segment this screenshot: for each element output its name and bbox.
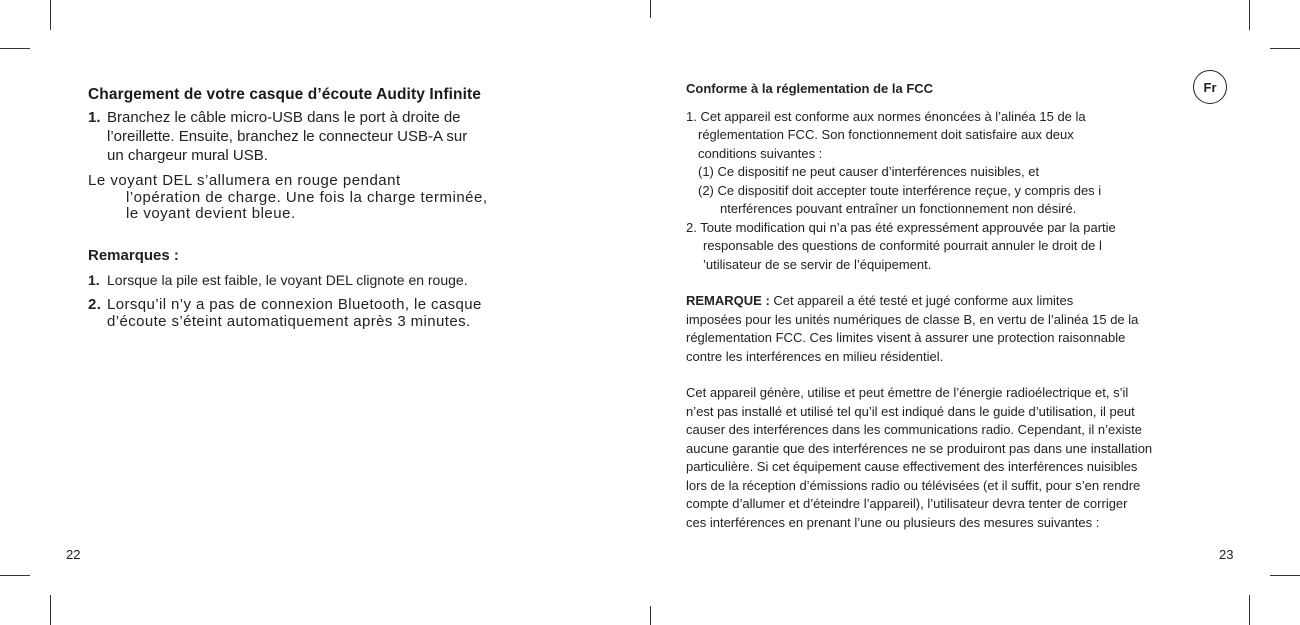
remark-line: Lorsqu’il n’y a pas de connexion Bluetooth, le casque: [107, 296, 482, 313]
led-line: Le voyant DEL s’allumera en rouge pendant: [88, 172, 401, 189]
fcc-line: conditions suivantes :: [698, 145, 823, 161]
fcc-line: 2. Toute modification qui n’a pas été expressément approuvée par la partie: [686, 219, 1116, 235]
step-line: un chargeur mural USB.: [107, 147, 268, 164]
led-paragraph: [88, 173, 538, 223]
remark-label: REMARQUE :: [686, 293, 770, 308]
remark-line: imposées pour les unités numériques de classe B, en vertu de l’alinéa 15 de la: [686, 311, 1139, 327]
para-line: ces interférences en prenant l’une ou plusieurs des mesures suivantes :: [686, 514, 1100, 530]
step-line: l’oreillette. Ensuite, branchez le connecteur USB-A sur: [107, 128, 468, 145]
led-line: l’opération de charge. Une fois la charge terminée,: [126, 188, 488, 206]
step-line: Branchez le câble micro-USB dans le port à droite de: [107, 109, 461, 126]
page-number-right: 23: [1219, 547, 1234, 562]
remarks-title: Remarques :: [88, 246, 179, 264]
remark-line: d’écoute s’éteint automatiquement après 3 minutes.: [107, 312, 471, 330]
fcc-line: nterférences pouvant entraîner un fonctionnement non désiré.: [720, 201, 1077, 216]
fcc-line: ’utilisateur de se servir de l’équipement.: [703, 256, 932, 272]
para-line: causer des interférences dans les communications radio. Cependant, il n’existe: [686, 422, 1142, 437]
remark-line: Lorsque la pile est faible, le voyant DEL clignote en rouge.: [107, 271, 468, 288]
interference-paragraph: [686, 384, 1221, 532]
crop-mark: [0, 575, 30, 576]
crop-mark: [0, 48, 30, 49]
remark-text: Cet appareil a été testé et jugé conforme aux limites: [769, 293, 1074, 308]
para-line: Cet appareil génère, utilise et peut émettre de l’énergie radioélectrique et, s’il: [686, 385, 1129, 400]
remark-line: réglementation FCC. Ces limites visent à assurer une protection raisonnable: [686, 330, 1126, 345]
led-line: le voyant devient bleue.: [126, 205, 296, 222]
fcc-title: Conforme à la réglementation de la FCC: [686, 81, 934, 96]
crop-mark: [1249, 595, 1250, 625]
para-line: aucune garantie que des interférences ne se produiront pas dans une installation: [686, 440, 1153, 456]
para-line: lors de la réception d’émissions radio ou télévisées (et il suffit, pour s’en rendre: [686, 477, 1141, 493]
remark-item: [88, 297, 538, 330]
charging-step-1: [88, 108, 538, 165]
remark-number: 1.: [88, 271, 100, 288]
remark-line-1: [686, 292, 1221, 311]
fcc-line: réglementation FCC. Son fonctionnement doit satisfaire aux deux: [698, 127, 1074, 142]
fcc-line: (1) Ce dispositif ne peut causer d’interférences nuisibles, et: [698, 164, 1040, 179]
fcc-line: (2) Ce dispositif doit accepter toute interférence reçue, y compris des i: [698, 182, 1102, 198]
fcc-line: 1. Cet appareil est conforme aux normes énoncées à l’alinéa 15 de la: [686, 108, 1086, 124]
remark-line: contre les interférences en milieu résidentiel.: [686, 348, 944, 364]
crop-mark: [50, 0, 51, 30]
language-badge-icon: Fr: [1193, 70, 1227, 104]
para-line: n’est pas installé et utilisé tel qu’il est indiqué dans le guide d’utilisation, il peut: [686, 403, 1135, 419]
right-page: [686, 80, 1221, 532]
para-line: compte d’allumer et d’éteindre l’appareil), l’utilisateur devra tenter de corriger: [686, 496, 1128, 511]
charging-title: Chargement de votre casque d’écoute Audity Infinite: [88, 86, 481, 103]
crop-mark: [650, 606, 651, 625]
crop-mark: [1249, 0, 1250, 30]
page-number-left: 22: [66, 547, 81, 562]
remark-number: 2.: [88, 296, 102, 313]
left-page: [88, 86, 538, 339]
step-number: 1.: [88, 109, 101, 126]
para-line: particulière. Si cet équipement cause effectivement des interférences nuisibles: [686, 459, 1138, 474]
crop-mark: [1270, 575, 1300, 576]
remark-item: [88, 272, 538, 289]
remark-paragraph: [686, 292, 1221, 366]
crop-mark: [1270, 48, 1300, 49]
crop-mark: [650, 0, 651, 18]
fcc-line: responsable des questions de conformité pourrait annuler le droit de l: [703, 238, 1102, 253]
crop-mark: [50, 595, 51, 625]
